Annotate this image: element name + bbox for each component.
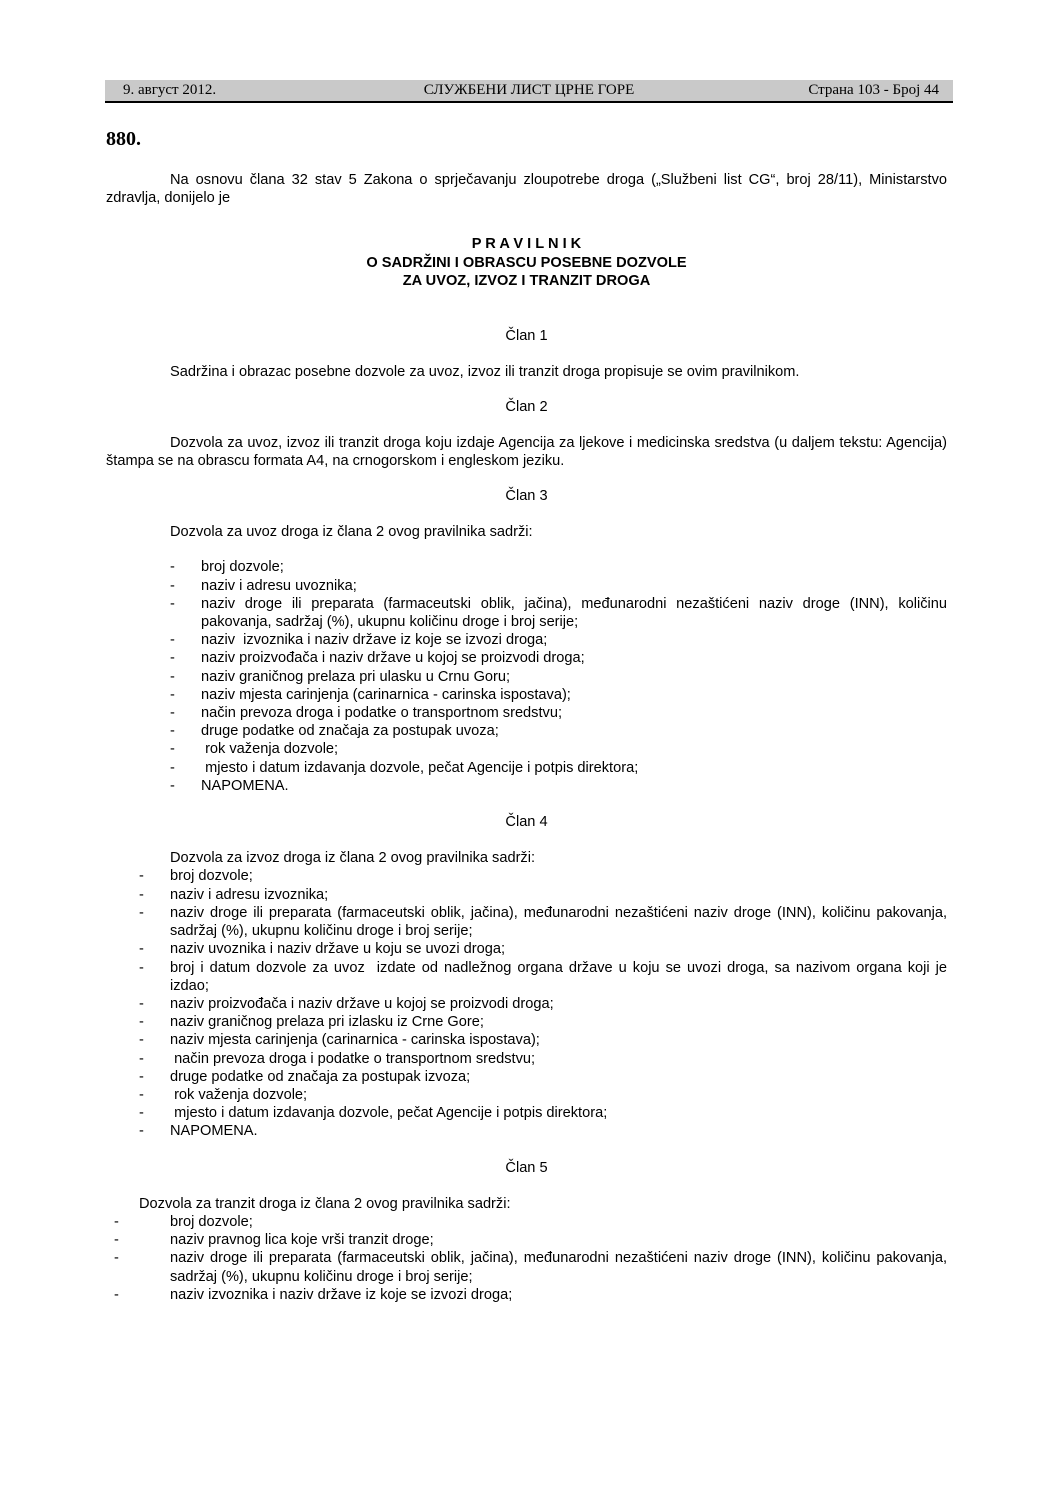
list-item-text: naziv pravnog lica koje vrši tranzit droge; [170,1232,434,1249]
list-item-text: druge podatke od značaja za postupak izvoza; [170,1068,471,1085]
list-dash: - [139,886,144,903]
list-dash: - [114,1286,119,1303]
article-1-heading: Član 1 [505,328,548,345]
list-item [106,740,947,758]
title-line-1: P R A V I L N I K [471,236,582,253]
list-dash: - [170,686,175,703]
list-item [106,668,947,686]
list-item [106,886,947,904]
list-item-text: naziv uvoznika i naziv države u koju se uvozi droga; [170,941,506,958]
article-4-list [106,867,952,1140]
list-dash: - [170,632,175,649]
list-item [106,1231,947,1249]
list-item [106,1086,947,1104]
list-item-text: rok važenja dozvole; [170,1086,308,1103]
list-dash: - [114,1250,119,1267]
list-dash: - [139,1032,144,1049]
article-5-list [106,1213,952,1304]
list-item [106,1068,947,1086]
list-item [106,595,952,631]
list-item-text: mjesto i datum izdavanja dozvole, pečat Agencije i potpis direktora; [170,1105,608,1122]
list-dash: - [170,777,175,794]
document-body [106,171,952,1304]
list-item [106,1122,947,1140]
list-item [106,1249,952,1285]
article-3-lead: Dozvola za uvoz droga iz člana 2 ovog pravilnika sadrži: [170,524,533,541]
document-number: 880. [106,128,141,150]
list-item-text: naziv i adresu uvoznika; [201,577,357,594]
list-item [106,1213,947,1231]
list-item-text: naziv mjesta carinjenja (carinarnica - carinska ispostava); [201,686,571,703]
article-2-text: Dozvola za uvoz, izvoz ili tranzit droga koju izdaje Agencija za ljekove i medicinska sredstva (u daljem tekstu: Agencija) štampa se na obrascu formata A4, na crnogorskom i engleskom jeziku. [106,434,947,469]
list-dash: - [114,1232,119,1249]
list-dash: - [139,995,144,1012]
article-1-text: Sadržina i obrazac posebne dozvole za uvoz, izvoz ili tranzit droga propisuje se ovim pravilnikom. [170,364,800,381]
list-dash: - [139,1105,144,1122]
list-dash: - [170,650,175,667]
list-item [106,577,947,595]
list-dash: - [170,741,175,758]
list-item-text: naziv izvoznika i naziv države iz koje se izvozi droga; [201,632,548,649]
list-item-text: naziv i adresu izvoznika; [170,886,329,903]
list-item [106,959,952,995]
article-5-heading: Član 5 [505,1159,548,1176]
list-dash: - [139,959,144,976]
list-item-text: naziv droge ili preparata (farmaceutski oblik, jačina), međunarodni nezaštićeni naziv droge (INN), količinu pakovanja, sadržaj (%), ukupnu količinu droge i broj serije; [201,595,952,631]
list-item-text: način prevoza droga i podatke o transportnom sredstvu; [201,705,562,722]
list-item [106,686,947,704]
list-item [106,722,947,740]
article-3-list [106,558,952,795]
list-dash: - [170,595,175,612]
list-item [106,759,947,777]
list-item [106,995,947,1013]
title-line-3: ZA UVOZ, IZVOZ I TRANZIT DROGA [402,272,651,289]
regulation-title [106,235,947,290]
list-dash: - [139,1123,144,1140]
list-dash: - [139,904,144,921]
list-item [106,940,947,958]
page-header [105,80,953,103]
title-line-2: O SADRŽINI I OBRASCU POSEBNE DOZVOLE [366,254,687,271]
list-dash: - [139,941,144,958]
list-item [106,1286,947,1304]
list-dash: - [139,1068,144,1085]
list-item [106,1050,947,1068]
list-item [106,631,947,649]
list-dash: - [170,723,175,740]
list-dash: - [170,705,175,722]
intro-paragraph: Na osnovu člana 32 stav 5 Zakona o sprječavanju zloupotrebe droga („Službeni list CG“, broj 28/11), Ministarstvo zdravlja, donijelo je [106,172,947,207]
list-item-text: naziv proizvođača i naziv države u kojoj se proizvodi droga; [201,650,585,667]
list-item-text: naziv droge ili preparata (farmaceutski oblik, jačina), međunarodni nezaštićeni naziv droge (INN), količinu pakovanja, sadržaj (%), ukupnu količinu droge i broj serije; [170,904,952,940]
list-item-text: broj dozvole; [170,1213,253,1230]
list-item-text: rok važenja dozvole; [201,741,339,758]
list-item-text: naziv proizvođača i naziv države u kojoj se proizvodi droga; [170,995,554,1012]
list-item [106,867,947,885]
list-item-text: NAPOMENA. [201,777,289,794]
gazette-title: СЛУЖБЕНИ ЛИСТ ЦРНЕ ГОРЕ [423,82,635,98]
list-dash: - [170,559,175,576]
list-item [106,777,947,795]
list-item-text: mjesto i datum izdavanja dozvole, pečat Agencije i potpis direktora; [201,759,639,776]
list-item [106,1031,947,1049]
list-dash: - [139,1050,144,1067]
list-dash: - [170,577,175,594]
list-dash: - [139,1086,144,1103]
list-item [106,1104,947,1122]
article-5-lead: Dozvola za tranzit droga iz člana 2 ovog pravilnika sadrži: [139,1195,511,1212]
list-item [106,1013,947,1031]
list-item-text: naziv izvoznika i naziv države iz koje se izvozi droga; [170,1286,513,1303]
list-item-text: način prevoza droga i podatke o transportnom sredstvu; [170,1050,536,1067]
list-item-text: naziv graničnog prelaza pri izlasku iz Crne Gore; [170,1014,484,1031]
list-dash: - [139,1014,144,1031]
list-dash: - [170,759,175,776]
article-4-heading: Član 4 [505,814,548,831]
list-item [106,704,947,722]
list-item-text: naziv droge ili preparata (farmaceutski oblik, jačina), međunarodni nezaštićeni naziv droge (INN), količinu pakovanja, sadržaj (%), ukupnu količinu droge i broj serije; [170,1250,952,1285]
list-item [106,558,947,576]
list-dash: - [139,868,144,885]
article-4-lead: Dozvola za izvoz droga iz člana 2 ovog pravilnika sadrži: [170,850,536,867]
list-item [106,649,947,667]
list-item-text: druge podatke od značaja za postupak uvoza; [201,723,499,740]
list-item-text: broj dozvole; [201,559,284,576]
list-item [106,904,952,940]
article-3-heading: Član 3 [505,488,548,505]
list-item-text: broj dozvole; [170,868,253,885]
list-item-text: broj i datum dozvole za uvoz izdate od nadležnog organa države u koju se uvozi droga, sa nazivom organa koji je izdao; [170,959,952,994]
list-item-text: NAPOMENA. [170,1123,258,1140]
article-2-heading: Član 2 [505,399,548,416]
list-item-text: naziv graničnog prelaza pri ulasku u Crnu Goru; [201,668,511,685]
list-dash: - [170,668,175,685]
list-dash: - [114,1213,119,1230]
list-item-text: naziv mjesta carinjenja (carinarnica - carinska ispostava); [170,1032,540,1049]
header-date: 9. август 2012. [123,82,217,98]
header-page-number: Страна 103 - Број 44 [808,82,939,98]
